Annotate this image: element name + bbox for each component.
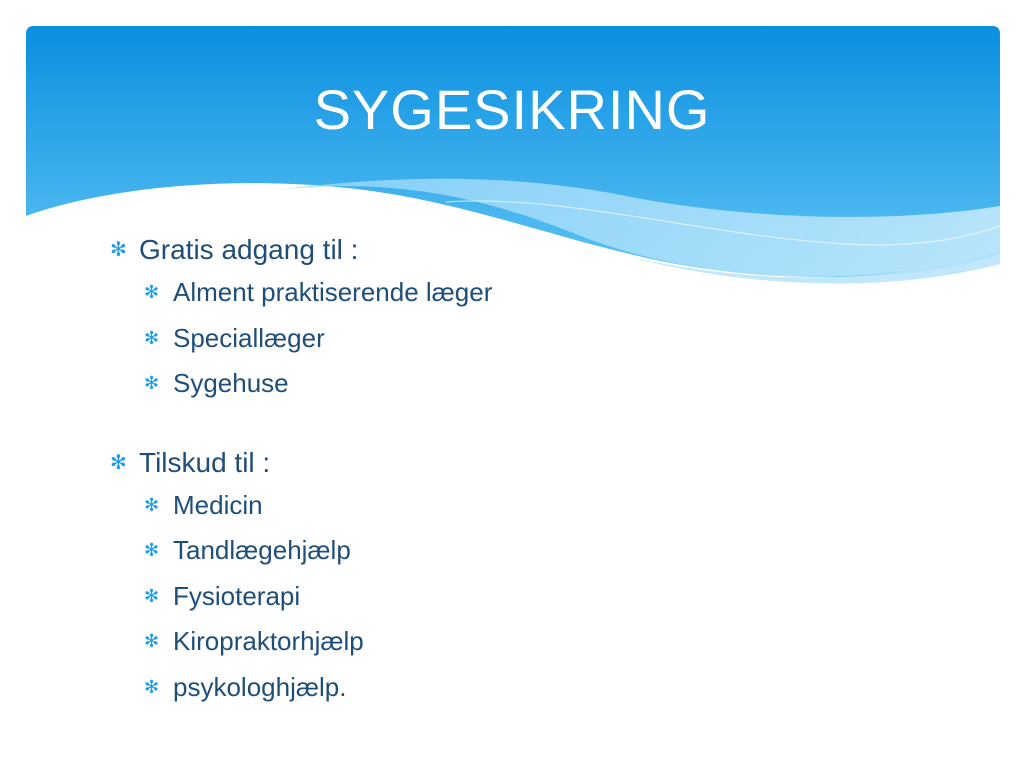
- list-item-text: Tandlægehjælp: [173, 535, 351, 565]
- list-item-text: Alment praktiserende læger: [173, 277, 493, 307]
- list-item: [144, 316, 970, 362]
- list-item-text: Speciallæger: [173, 322, 325, 353]
- asterisk-bullet-icon: ✻: [110, 239, 127, 261]
- list-item: [144, 270, 970, 316]
- section-heading: [110, 230, 970, 270]
- list-item-text: Sygehuse: [173, 368, 289, 398]
- sub-list: [110, 483, 970, 711]
- section-label: Tilskud til :: [139, 446, 271, 478]
- section-heading: [110, 443, 970, 483]
- list-item: [144, 361, 970, 407]
- section-tilskud: [110, 443, 970, 711]
- sub-list: [110, 270, 970, 407]
- slide-title: SYGESIKRING: [313, 78, 711, 141]
- asterisk-bullet-icon: ✻: [110, 451, 127, 474]
- list-item: [144, 528, 970, 574]
- asterisk-bullet-icon: ✻: [144, 494, 160, 515]
- list-item-text: Fysioterapi: [173, 580, 301, 611]
- list-item: [144, 483, 970, 529]
- list-item: [144, 665, 970, 711]
- section-label: Gratis adgang til :: [139, 234, 359, 265]
- section-gratis: [110, 230, 970, 407]
- asterisk-bullet-icon: ✻: [144, 676, 160, 697]
- asterisk-bullet-icon: ✻: [144, 540, 160, 560]
- list-item-text: psykologhjælp.: [173, 671, 347, 702]
- asterisk-bullet-icon: ✻: [144, 327, 160, 348]
- slide-body: [110, 230, 970, 710]
- asterisk-bullet-icon: ✻: [144, 373, 160, 393]
- asterisk-bullet-icon: ✻: [144, 282, 160, 302]
- list-item-text: Kiropraktorhjælp: [173, 626, 364, 656]
- list-item: [144, 574, 970, 620]
- list-item: [144, 619, 970, 665]
- asterisk-bullet-icon: ✻: [144, 585, 160, 606]
- asterisk-bullet-icon: ✻: [144, 631, 160, 651]
- list-item-text: Medicin: [173, 489, 263, 520]
